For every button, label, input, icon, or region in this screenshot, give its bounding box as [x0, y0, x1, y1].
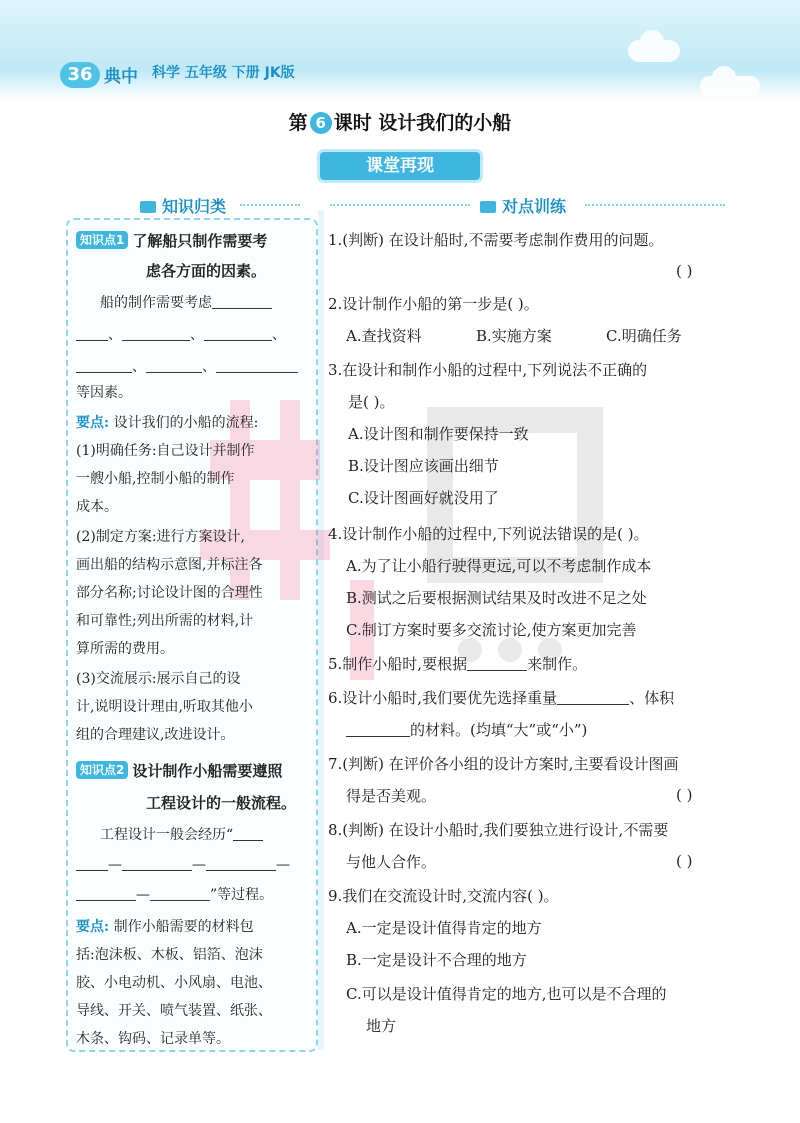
tip-2-line: 胶、小电动机、小风扇、电池、 [76, 975, 272, 991]
kp2-blanks-row1: — — — [76, 852, 290, 878]
option-c: C.制订方案时要多交流讨论,使方案更加完善 [346, 621, 637, 639]
tip-1-line: 画出船的结构示意图,并标注各 [76, 557, 263, 573]
answer-blank[interactable] [346, 720, 410, 737]
kp1-blanks-row1: 、 、 、 [76, 322, 286, 348]
option-b: B.一定是设计不合理的地方 [346, 951, 527, 969]
tip-1-line: 计,说明设计理由,听取其他小 [76, 699, 253, 715]
brand-logo: 典中 [104, 67, 138, 87]
answer-paren[interactable]: ( ) [676, 786, 693, 804]
tip-2-line: 导线、开关、喷气装置、纸张、 [76, 1003, 272, 1019]
knowledge-point-2-title-cont: 工程设计的一般流程。 [146, 794, 297, 812]
cloud-decoration [700, 76, 760, 96]
tip-2-line: 括:泡沫板、木板、铝箔、泡沫 [76, 947, 263, 963]
question-3: 3.在设计和制作小船的过程中,下列说法不正确的 [328, 361, 648, 379]
tip-1-line: 成本。 [76, 499, 118, 515]
left-section-heading: 知识归类 [140, 194, 226, 217]
tip-1-line: 部分名称;讨论设计图的合理性 [76, 585, 263, 601]
lesson-title [0, 108, 800, 135]
page-number: 36 [60, 62, 100, 88]
pencil-icon [480, 201, 496, 213]
option-b: B.设计图应该画出细节 [348, 457, 499, 475]
question-8-cont: 与他人合作。 [346, 853, 437, 871]
divider [240, 204, 300, 206]
kp1-end: 等因素。 [76, 385, 132, 401]
kp1-text: 船的制作需要考虑 [100, 290, 272, 316]
option-c-cont: 地方 [366, 1017, 397, 1035]
option-b: B.实施方案 [476, 327, 552, 345]
tip-1-line: 组的合理建议,改进设计。 [76, 727, 235, 743]
tip-2: 要点: 制作小船需要的材料包 [76, 919, 254, 935]
folder-icon [140, 201, 156, 213]
tip-1-line: (3)交流展示:展示自己的设 [76, 671, 241, 687]
knowledge-point-1-title-cont: 虑各方面的因素。 [146, 262, 267, 280]
option-a: A.设计图和制作要保持一致 [348, 425, 529, 443]
kp1-blanks-row2: 、 、 [76, 354, 298, 380]
question-2: 2.设计制作小船的第一步是( )。 [328, 295, 539, 313]
option-c: C.可以是设计值得肯定的地方,也可以是不合理的 [346, 985, 667, 1003]
cloud-decoration [628, 40, 680, 62]
lesson-number: 6 [310, 112, 332, 134]
question-1: 1.(判断) 在设计船时,不需要考虑制作费用的问题。 [328, 231, 664, 249]
lesson-title-text: 课时 设计我们的小船 [333, 112, 512, 134]
question-7-cont: 得是否美观。 [346, 787, 437, 805]
divider [585, 204, 725, 206]
question-8: 8.(判断) 在设计小船时,我们要独立进行设计,不需要 [328, 821, 669, 839]
tip-1-line: (1)明确任务:自己设计并制作 [76, 443, 255, 459]
question-9: 9.我们在交流设计时,交流内容( )。 [328, 887, 559, 905]
tip-1-line: 一艘小船,控制小船的制作 [76, 471, 235, 487]
question-6: 6.设计小船时,我们要优先选择重量 、体积 [328, 689, 675, 707]
answer-paren[interactable]: ( ) [676, 852, 693, 870]
answer-blank[interactable] [557, 688, 629, 705]
question-4: 4.设计制作小船的过程中,下列说法错误的是( )。 [328, 525, 649, 543]
answer-blank[interactable] [467, 654, 527, 671]
option-c: C.明确任务 [606, 327, 682, 345]
lesson-prefix: 第 [288, 112, 308, 134]
kp-badge: 知识点2 [76, 761, 128, 779]
kp-badge: 知识点1 [76, 231, 128, 249]
kp2-blanks-row2: — ”等过程。 [76, 882, 273, 908]
question-3-cont: 是( )。 [348, 393, 395, 411]
question-6-cont: 的材料。(均填“大”或“小”) [346, 718, 587, 742]
tip-1: 要点: 设计我们的小船的流程: [76, 415, 259, 431]
option-b: B.测试之后要根据测试结果及时改进不足之处 [346, 589, 647, 607]
knowledge-point-1-title: 知识点1 了解船只制作需要考 [76, 228, 267, 255]
option-a: A.查找资料 [346, 327, 422, 345]
option-a: A.一定是设计值得肯定的地方 [346, 919, 542, 937]
tip-1-line: 和可靠性;列出所需的材料,计 [76, 613, 254, 629]
divider [330, 204, 470, 206]
section-banner: 课堂再现 [320, 152, 480, 180]
question-5: 5.制作小船时,要根据 来制作。 [328, 655, 588, 673]
kp2-text: 工程设计一般会经历“ [100, 822, 263, 848]
book-title: 科学 五年级 下册 JK版 [152, 65, 295, 81]
column-divider [318, 210, 324, 1050]
answer-paren[interactable]: ( ) [676, 262, 693, 280]
option-a: A.为了让小船行驶得更远,可以不考虑制作成本 [346, 557, 652, 575]
tip-1-line: (2)制定方案:进行方案设计, [76, 529, 245, 545]
tip-2-line: 木条、钩码、记录单等。 [76, 1031, 230, 1047]
tip-1-line: 算所需的费用。 [76, 641, 174, 657]
option-c: C.设计图画好就没用了 [348, 489, 499, 507]
right-section-heading: 对点训练 [480, 194, 566, 217]
question-7: 7.(判断) 在评价各小组的设计方案时,主要看设计图画 [328, 755, 679, 773]
knowledge-point-2-title: 知识点2 设计制作小船需要遵照 [76, 758, 282, 785]
